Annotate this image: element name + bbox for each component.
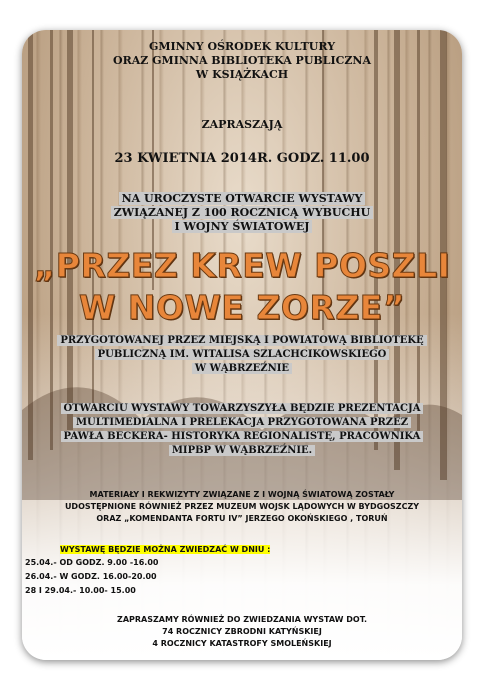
event-date: 23 KWIETNIA 2014R. GODZ. 11.00 (114, 151, 370, 166)
prepared-line-2: PUBLICZNĄ IM. WITALISA SZLACHCIKOWSKIEGO (22, 349, 462, 360)
footer-line-2: 74 ROCZNICY ZBRODNI KATYŃSKIEJ (162, 627, 322, 636)
occasion-line-2: ZWIĄZANEJ Z 100 ROCZNICĄ WYBUCHU (22, 206, 462, 219)
presentation-line-2: MULTIMEDIALNA I PRELEKACJA PRZYGOTOWANA PRZEZ (22, 417, 462, 428)
header-line-3: W KSIĄŻKACH (195, 68, 289, 81)
materials-line-1: MATERIAŁY I REKWIZYTY ZWIĄZANE Z I WOJNĄ ŚWIATOWĄ ZOSTAŁY (89, 490, 395, 499)
poster (22, 30, 462, 660)
schedule-heading: WYSTAWĘ BĘDZIE MOŻNA ZWIEDZAĆ W DNIU : (60, 545, 271, 554)
invite-text: ZAPRASZAJĄ (201, 118, 283, 131)
presentation-line-3: PAWŁA BECKERA- HISTORYKA REGIONALISTĘ, PRACOWNIKA (22, 431, 462, 442)
schedule-item: 26.04.- W GODZ. 16.00-20.00 (25, 572, 157, 581)
header-line-1: GMINNY OŚRODEK KULTURY (148, 40, 336, 53)
exhibition-title-line-1: „PRZEZ KREW POSZLI (33, 246, 451, 285)
presentation-line-4: MIPBP W WĄBRZEŹNIE. (22, 445, 462, 456)
footer-line-1: ZAPRASZAMY RÓWNIEŻ DO ZWIEDZANIA WYSTAW DOT. (117, 615, 367, 624)
occasion-line-1: NA UROCZYSTE OTWARCIE WYSTAWY (22, 192, 462, 205)
prepared-line-1: PRZYGOTOWANEJ PRZEZ MIEJSKĄ I POWIATOWĄ BIBLIOTEKĘ (22, 335, 462, 346)
schedule-item: 28 I 29.04.- 10.00- 15.00 (25, 586, 136, 595)
footer-line-3: 4 ROCZNICY KATASTROFY SMOLEŃSKIEJ (152, 639, 332, 648)
presentation-line-1: OTWARCIU WYSTAWY TOWARZYSZYŁA BĘDZIE PREZENTACJA (22, 403, 462, 414)
occasion-line-3: I WOJNY ŚWIATOWEJ (22, 220, 462, 233)
materials-line-3: ORAZ „KOMENDANTA FORTU IV” JERZEGO OKOŃSKIEGO , TORUŃ (96, 514, 388, 523)
header-line-2: ORAZ GMINNA BIBLIOTEKA PUBLICZNA (113, 54, 371, 67)
materials-line-2: UDOSTĘPNIONE RÓWNIEŻ PRZEZ MUZEUM WOJSK LĄDOWYCH W BYDGOSZCZY (64, 502, 420, 511)
prepared-line-3: W WĄBRZEŹNIE (22, 363, 462, 374)
exhibition-title-line-2: W NOWE ZORZE” (78, 288, 406, 327)
schedule-item: 25.04.- OD GODZ. 9.00 -16.00 (25, 558, 159, 567)
